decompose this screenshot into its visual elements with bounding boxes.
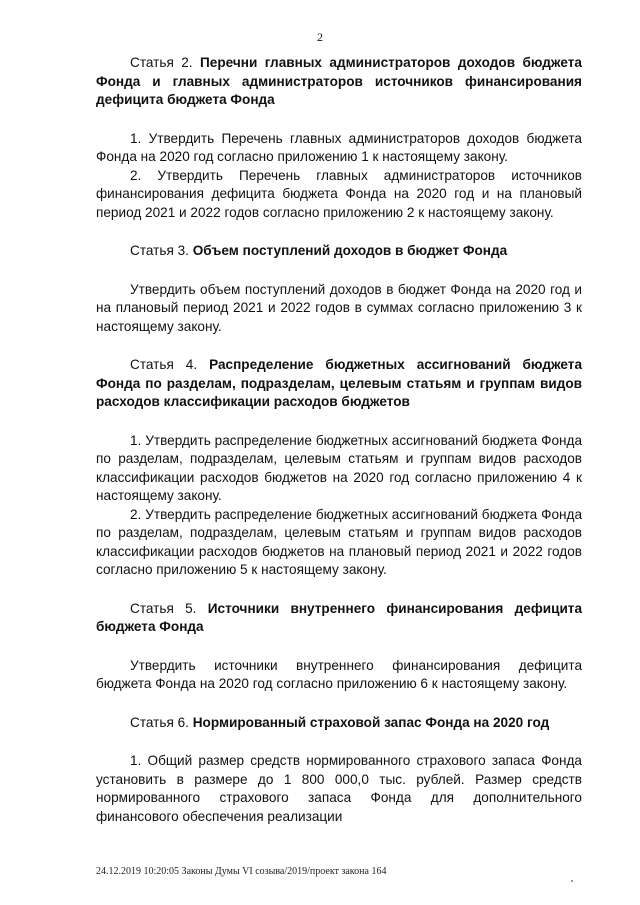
article-heading [96,714,582,733]
article-label: Статья 5. [130,600,197,616]
article-paragraph: 1. Общий размер средств нормированного страхового запаса Фонда установить в размере до 1 800 000,0 тыс. рублей. Размер средств нормированного страхового запаса Фонда для дополнительного финансового обеспечения реализации [96,753,582,824]
article-heading [96,54,582,110]
document-body [96,54,582,826]
article-title: Перечни главных администраторов доходов бюджета Фонда и главных администраторов источников финансирования дефицита бюджета Фонда [96,55,582,107]
article-label: Статья 2. [130,55,193,70]
article-paragraph: Утвердить объем поступлений доходов в бюджет Фонда на 2020 год и на плановый период 2021 и 2022 годов в суммах согласно приложению 3 к настоящему закону. [96,281,582,334]
article-title: Нормированный страховой запас Фонда на 2020 год [192,714,550,730]
article-paragraph: 1. Утвердить распределение бюджетных ассигнований бюджета Фонда по разделам, подразделам, целевым статьям и группам видов расходов классификации расходов бюджетов на 2020 год согласно приложению 4 к настоящему закону. [96,432,582,503]
article-label: Статья 4. [130,357,198,372]
article-heading [96,600,582,637]
article-title: Источники внутреннего финансирования дефицита бюджета Фонда [96,600,583,634]
article-label: Статья 6. [130,714,189,730]
article-title: Распределение бюджетных ассигнований бюджета Фонда по разделам, подразделам, целевым статьям и группам видов расходов классификации расходов бюджетов [96,357,583,409]
page-number: 2 [317,30,323,44]
article-paragraph: 2. Утвердить распределение бюджетных ассигнований бюджета Фонда по разделам, подразделам, целевым статьям и группам видов расходов классификации расходов бюджетов на плановый период 2021 и 2022 годов согласно приложению 5 к настоящему закону. [96,506,582,577]
article-label: Статья 3. [130,243,189,258]
scan-speck [571,880,573,882]
article-heading [96,242,582,261]
document-footer: 24.12.2019 10:20:05 Законы Думы VI созыва/2019/проект закона 164 [96,866,387,877]
article-paragraph: 1. Утвердить Перечень главных администраторов доходов бюджета Фонда на 2020 год согласно приложению 1 к настоящему закону. [96,130,582,164]
article-heading [96,356,582,412]
article-paragraph: Утвердить источники внутреннего финансирования дефицита бюджета Фонда на 2020 год согласно приложению 6 к настоящему закону. [96,657,582,691]
article-paragraph: 2. Утвердить Перечень главных администраторов источников финансирования дефицита бюджета Фонда на 2020 год и на плановый период 2021 и 2022 годов согласно приложению 2 к настоящему закону. [96,167,582,220]
article-title: Объем поступлений доходов в бюджет Фонда [192,243,508,258]
